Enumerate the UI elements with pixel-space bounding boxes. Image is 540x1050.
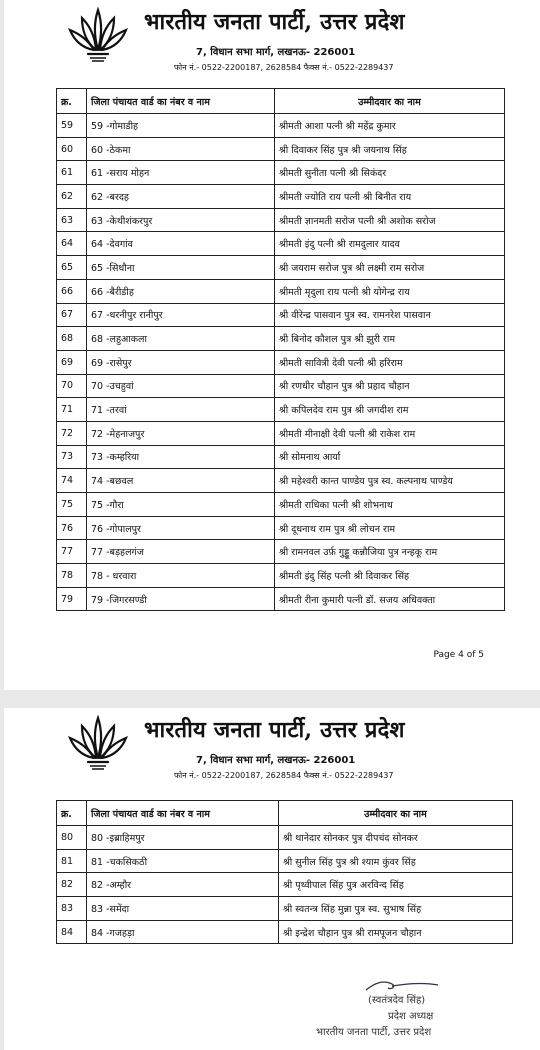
cell-candidate: श्री थानेदार सोनकर पुत्र दीपचंद सोनकर [279,826,513,850]
cell-sno: 72 [57,421,87,445]
table-row [57,279,505,303]
column-header-ward: जिला पंचायत वार्ड का नंबर व नाम [87,801,279,826]
cell-ward: 60 -ठेकमा [87,137,275,161]
table-row [57,920,513,944]
cell-sno: 63 [57,208,87,232]
cell-candidate: श्री पृथ्वीपाल सिंह पुत्र अरविन्द सिंह [279,873,513,897]
cell-candidate: श्री बिनोद कौशल पुत्र श्री झुरी राम [275,327,505,351]
cell-sno: 68 [57,327,87,351]
cell-ward: 69 -रासेपुर [87,350,275,374]
cell-candidate: श्रीमती मृदुला राय पत्नी श्री योगेन्द्र राय [275,279,505,303]
office-address: 7, विधान सभा मार्ग, लखनऊ- 226001 [196,755,356,766]
table-row [57,493,505,517]
cell-ward: 68 -लहुआकला [87,327,275,351]
table-row [57,540,505,564]
cell-ward: 67 -धरनीपुर रानीपुर [87,303,275,327]
cell-sno: 60 [57,137,87,161]
cell-ward: 71 -तरवां [87,398,275,422]
table-row [57,161,505,185]
table-row [57,897,513,921]
letterhead [4,708,540,786]
cell-sno: 69 [57,350,87,374]
cell-sno: 76 [57,516,87,540]
cell-sno: 73 [57,445,87,469]
cell-candidate: श्री जयराम सरोज पुत्र श्री लक्ष्मी राम सरोज [275,256,505,280]
table-row [57,826,513,850]
cell-ward: 64 -देवगांव [87,232,275,256]
table-row [57,327,505,351]
cell-candidate: श्रीमती मीनाक्षी देवी पत्नी श्री राकेश राम [275,421,505,445]
candidate-table [56,800,513,944]
table-body [57,114,505,611]
table-row [57,421,505,445]
cell-ward: 59 -गोमाडीह [87,114,275,138]
table-body [57,826,513,944]
cell-candidate: श्री स्वतन्त्र सिंह मुन्ना पुत्र स्व. सुभाष सिंह [279,897,513,921]
cell-sno: 66 [57,279,87,303]
office-address: 7, विधान सभा मार्ग, लखनऊ- 226001 [196,47,356,58]
cell-candidate: श्रीमती इंदु सिंह पत्नी श्री दिवाकर सिंह [275,564,505,588]
table-row [57,350,505,374]
cell-sno: 71 [57,398,87,422]
cell-ward: 77 -बड़हलगंज [87,540,275,564]
table-row [57,873,513,897]
cell-candidate: श्री रामनवल उर्फ़ गुड्डू कन्नौजिया पुत्र नन्हकू राम [275,540,505,564]
cell-sno: 75 [57,493,87,517]
cell-ward: 80 -इब्राहिमपुर [87,826,279,850]
cell-candidate: श्री इन्द्रेश चौहान पुत्र श्री रामपूजन चौहान [279,920,513,944]
cell-sno: 59 [57,114,87,138]
cell-candidate: श्रीमती इंदु पत्नी श्री रामदुलार यादव [275,232,505,256]
lotus-logo-icon [66,6,130,64]
cell-ward: 84 -गजहड़ा [87,920,279,944]
cell-candidate: श्रीमती आशा पत्नी श्री महेंद्र कुमार [275,114,505,138]
cell-candidate: श्रीमती राधिका पत्नी श्री शोभनाथ [275,493,505,517]
cell-candidate: श्रीमती रीना कुमारी पत्नी डॉ. सजय अधिवक्ता [275,587,505,611]
column-header-candidate: उम्मीदवार का नाम [275,89,505,114]
table-header-row [57,801,513,826]
table-row [57,232,505,256]
cell-candidate: श्रीमती ज्योति राय पत्नी श्री बिनीत राय [275,185,505,209]
table-row [57,374,505,398]
signatory-party: भारतीय जनता पार्टी, उत्तर प्रदेश [316,1027,432,1038]
cell-candidate: श्री सोमनाथ आर्या [275,445,505,469]
table-row [57,516,505,540]
cell-candidate: श्रीमती सुनीता पत्नी श्री सिकंदर [275,161,505,185]
cell-ward: 65 -सिधौना [87,256,275,280]
signatory-name: (स्वतंत्रदेव सिंह) [368,995,426,1006]
table-row [57,137,505,161]
table-row [57,303,505,327]
cell-ward: 74 -बछवल [87,469,275,493]
table-row [57,469,505,493]
cell-ward: 70 -उचहुवां [87,374,275,398]
cell-candidate: श्रीमती ज्ञानमती सरोज पत्नी श्री अशोक सरोज [275,208,505,232]
signatory-designation: प्रदेश अध्यक्ष [388,1011,434,1022]
cell-sno: 62 [57,185,87,209]
cell-ward: 72 -मेहनाजपुर [87,421,275,445]
table-row [57,445,505,469]
cell-candidate: श्री दूधनाथ राम पुत्र श्री लोचन राम [275,516,505,540]
cell-sno: 61 [57,161,87,185]
cell-sno: 83 [57,897,87,921]
table-header-row [57,89,505,114]
table-row [57,587,505,611]
contact-numbers: फोन नं.- 0522-2200187, 2628584 फैक्स नं.- 0522-2289437 [174,771,394,780]
table-row [57,564,505,588]
cell-sno: 64 [57,232,87,256]
cell-sno: 84 [57,920,87,944]
cell-candidate: श्री सुनील सिंह पुत्र श्री श्याम कुंवर सिंह [279,849,513,873]
cell-candidate: श्री दिवाकर सिंह पुत्र श्री जयनाथ सिंह [275,137,505,161]
cell-sno: 77 [57,540,87,564]
cell-ward: 78 - धरवारा [87,564,275,588]
cell-sno: 79 [57,587,87,611]
table-row [57,398,505,422]
candidate-table [56,88,505,611]
document-page-4 [4,0,540,690]
cell-candidate: श्री वीरेन्द्र पासवान पुत्र स्व. रामनरेश पासवान [275,303,505,327]
cell-ward: 63 -केथीशंकरपुर [87,208,275,232]
page-number-label: Page 4 of 5 [433,650,484,660]
cell-sno: 82 [57,873,87,897]
cell-sno: 74 [57,469,87,493]
page-number [434,650,485,660]
cell-sno: 67 [57,303,87,327]
document-page-5 [4,708,540,1050]
cell-ward: 62 -बरदह [87,185,275,209]
cell-ward: 81 -चकसिकठी [87,849,279,873]
cell-candidate: श्री महेश्वरी कान्त पाण्डेय पुत्र स्व. कल्पनाथ पाण्डेय [275,469,505,493]
cell-sno: 65 [57,256,87,280]
cell-candidate: श्रीमती सावित्री देवी पत्नी श्री हरिराम [275,350,505,374]
column-header-sno: क्र. [57,89,87,114]
cell-ward: 79 -जिगरसण्डी [87,587,275,611]
table-row [57,185,505,209]
table-row [57,256,505,280]
party-name: भारतीय जनता पार्टी, उत्तर प्रदेश [144,9,405,35]
column-header-ward: जिला पंचायत वार्ड का नंबर व नाम [87,89,275,114]
cell-candidate: श्री कपिलदेव राम पुत्र श्री जगदीश राम [275,398,505,422]
column-header-sno: क्र. [57,801,87,826]
table-row [57,849,513,873]
lotus-logo-icon [66,714,130,772]
cell-sno: 81 [57,849,87,873]
party-name: भारतीय जनता पार्टी, उत्तर प्रदेश [144,717,405,743]
cell-ward: 61 -सराय मोहन [87,161,275,185]
cell-ward: 73 -कम्हरिया [87,445,275,469]
cell-ward: 75 -गौरा [87,493,275,517]
cell-ward: 66 -बैरीडीह [87,279,275,303]
cell-ward: 76 -गोपालपुर [87,516,275,540]
letterhead [4,0,540,78]
cell-sno: 80 [57,826,87,850]
cell-candidate: श्री रणधीर चौहान पुत्र श्री प्रहाद चौहान [275,374,505,398]
cell-ward: 82 -अम्हौर [87,873,279,897]
cell-ward: 83 -समेंदा [87,897,279,921]
column-header-candidate: उम्मीदवार का नाम [279,801,513,826]
cell-sno: 70 [57,374,87,398]
table-row [57,208,505,232]
table-row [57,114,505,138]
contact-numbers: फोन नं.- 0522-2200187, 2628584 फैक्स नं.- 0522-2289437 [174,63,394,72]
cell-sno: 78 [57,564,87,588]
